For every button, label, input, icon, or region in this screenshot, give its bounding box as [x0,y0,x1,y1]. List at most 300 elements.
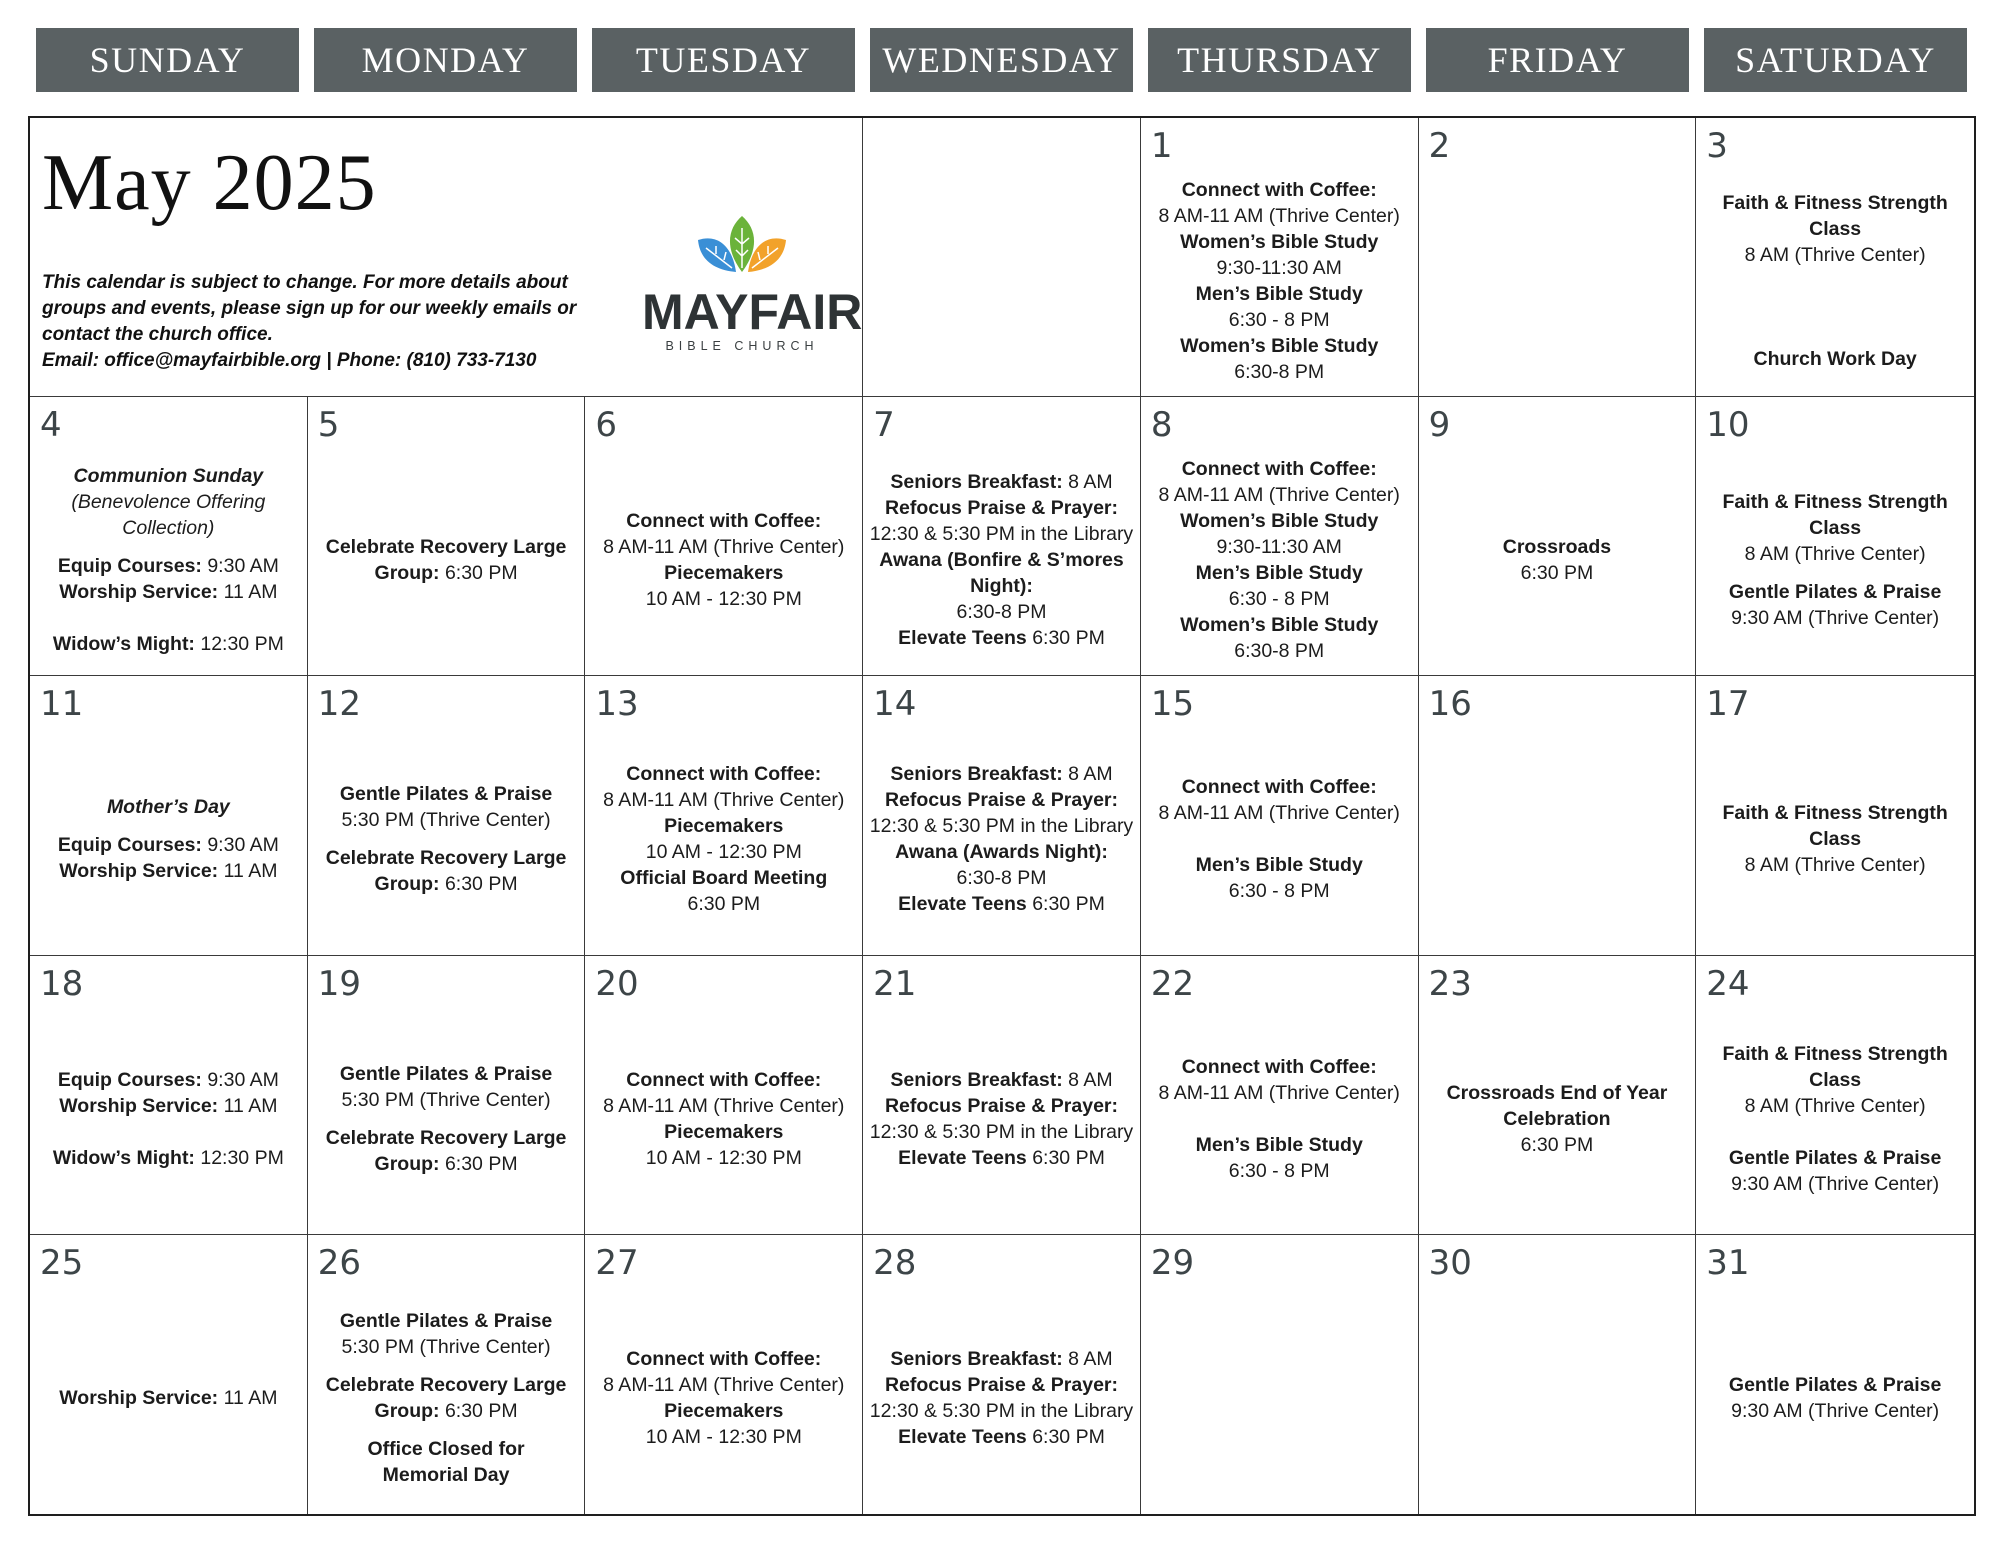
event-detail: 11 AM [218,581,278,604]
event-line [122,515,214,541]
day-cell [1696,118,1974,397]
event-label: Celebrate Recovery Large [325,536,567,559]
day-number: 4 [40,405,62,446]
event-detail: 6:30 PM [439,1400,518,1423]
event-line [664,813,783,839]
event-detail: 11 AM [218,1094,278,1117]
event-label: Women’s Bible Study [1180,335,1379,358]
event-detail: 8 AM (Thrive Center) [1744,854,1926,877]
event-line [1729,1372,1941,1398]
day-cell [308,397,586,676]
event-detail: 8 AM (Thrive Center) [1744,1094,1926,1117]
event-label: Awana (Bonfire & S’mores [879,549,1124,572]
event-list [863,1287,1140,1510]
event-label: Worship Service: [59,1387,219,1410]
event-line [1196,852,1363,878]
day-number: 7 [873,405,895,446]
event-label: Group: [374,1400,440,1423]
event-line [890,1067,1112,1093]
event-line [375,1398,518,1424]
event-line [1696,190,1974,242]
day-number: 20 [595,963,639,1004]
event-label: Connect with Coffee: [1181,776,1377,799]
event-line [870,1119,1133,1145]
event-label: Widow’s Might: [52,633,195,656]
event-detail: 8 AM [1062,763,1113,786]
day-cell [1696,397,1974,676]
calendar-header-block [30,118,863,397]
event-label: Crossroads End of Year [1446,1081,1668,1104]
event-label: Refocus Praise & Prayer: [884,1374,1118,1397]
event-detail: 5:30 PM (Thrive Center) [341,1336,551,1359]
event-label: Mother’s Day [106,796,230,819]
event-line [59,1385,277,1411]
event-list [1696,170,1974,392]
event-line [885,1372,1118,1398]
day-number: 8 [1150,405,1173,446]
event-line [646,1424,802,1450]
event-label: Connect with Coffee: [626,510,822,533]
event-detail: 8 AM-11 AM (Thrive Center) [603,1374,845,1397]
event-line [870,813,1133,839]
event-line [1745,852,1926,878]
event-detail: 5:30 PM (Thrive Center) [341,1088,551,1111]
day-cell [1141,397,1419,676]
event-list [308,1008,585,1230]
event-detail: 6:30 PM [1026,1426,1105,1449]
calendar-notice [42,270,582,374]
event-line [1196,281,1363,307]
event-line [957,865,1047,891]
event-label: Night): [970,575,1033,598]
event-line [341,807,550,833]
event-line [1182,774,1377,800]
event-label: Seniors Breakfast: [890,471,1063,494]
event-line [340,1308,552,1334]
event-line [74,463,264,489]
event-line [885,495,1118,521]
event-label: Worship Service: [59,860,219,883]
leaf-logo-icon [692,214,792,280]
event-label: Elevate Teens [898,1146,1027,1169]
event-list [1696,1287,1974,1510]
event-detail: 11 AM [218,1387,278,1410]
logo-subtitle: BIBLE CHURCH [665,339,819,353]
day-cell [1141,956,1419,1235]
event-detail: 10 AM - 12:30 PM [645,1146,802,1169]
event-line [895,839,1108,865]
day-cell [308,956,586,1235]
event-detail: 8 AM-11 AM (Thrive Center) [603,789,845,812]
event-list [1141,170,1418,392]
day-number: 5 [317,405,340,446]
event-detail: 12:30 & 5:30 PM in the Library [869,1400,1134,1423]
event-detail: 6:30-8 PM [956,867,1047,890]
event-list [585,1287,862,1510]
event-label: Celebrate Recovery Large [325,847,567,870]
event-label: Men’s Bible Study [1195,562,1363,585]
day-cell [585,397,863,676]
day-cell [585,956,863,1235]
event-line [1731,1171,1939,1197]
event-label: Group: [374,1152,440,1175]
event-line [603,1093,844,1119]
day-cell [1696,676,1974,955]
event-line [879,547,1124,573]
event-list [1141,728,1418,950]
event-line [1754,346,1917,372]
event-line [1180,508,1378,534]
event-list [585,1008,862,1230]
event-line [885,787,1118,813]
event-label: Connect with Coffee: [626,1348,822,1371]
event-line [1159,203,1400,229]
event-detail: 10 AM - 12:30 PM [645,1426,802,1449]
event-label: Piecemakers [664,815,784,838]
event-detail: 6:30-8 PM [1234,640,1325,663]
event-label: Piecemakers [664,1120,784,1143]
day-cell [863,956,1141,1235]
event-line [1731,605,1939,631]
month-title: May 2025 [42,139,377,227]
event-line [375,560,518,586]
event-detail: 6:30-8 PM [1234,361,1325,384]
event-detail: 6:30 PM [687,893,761,916]
event-label: Memorial Day [382,1464,510,1487]
event-label: Celebrate Recovery Large [325,1374,567,1397]
day-number: 12 [317,684,361,725]
day-cell [1419,397,1697,676]
event-line [1159,1080,1400,1106]
event-line [107,794,230,820]
event-line [383,1462,510,1488]
event-label: Gentle Pilates & Praise [339,783,553,806]
event-label: Connect with Coffee: [626,1068,822,1091]
event-line [59,579,277,605]
event-line [1180,333,1378,359]
event-detail: 9:30 AM [201,834,279,857]
event-detail: (Benevolence Offering [71,491,266,514]
event-line [58,832,279,858]
event-detail: 6:30 PM [439,1152,518,1175]
event-line [1521,560,1594,586]
event-line [1182,1054,1377,1080]
event-line [1234,359,1324,385]
day-header-friday: FRIDAY [1426,28,1689,92]
day-number: 27 [595,1242,639,1283]
event-label: Group: [374,562,440,585]
event-list [863,1008,1140,1230]
day-cell [1419,118,1697,397]
event-line [326,1372,567,1398]
day-number: 6 [595,405,618,446]
event-line [340,1061,552,1087]
day-cell [863,397,1141,676]
event-line [1229,586,1330,612]
event-detail: 6:30 PM [1520,562,1594,585]
event-label: Church Work Day [1753,348,1917,371]
event-detail: 6:30 PM [439,873,518,896]
event-detail: 12:30 & 5:30 PM in the Library [869,1120,1134,1143]
event-line [1182,456,1377,482]
event-line [603,534,844,560]
event-line [1745,1093,1926,1119]
event-detail: 5:30 PM (Thrive Center) [341,809,551,832]
day-cell [30,676,308,955]
event-label: Gentle Pilates & Praise [1728,1374,1942,1397]
event-detail: 8 AM-11 AM (Thrive Center) [603,1094,845,1117]
day-cell [308,1235,586,1514]
event-line [341,1334,550,1360]
day-number: 2 [1428,126,1451,166]
event-line [71,489,265,515]
day-cell [1141,676,1419,955]
event-line [1159,482,1400,508]
event-detail: 6:30 PM [1026,1146,1105,1169]
event-line [58,1067,279,1093]
event-line [890,1346,1112,1372]
event-line [340,781,552,807]
day-number: 28 [873,1242,917,1283]
event-label: Seniors Breakfast: [890,1068,1063,1091]
event-line [59,858,277,884]
day-number: 21 [873,963,917,1004]
event-line [326,534,567,560]
day-number: 3 [1706,126,1728,166]
event-label: Women’s Bible Study [1180,614,1379,637]
event-detail: 8 AM [1062,471,1113,494]
event-label: Faith & Fitness Strength Class [1722,192,1948,241]
event-detail: 8 AM [1062,1348,1113,1371]
event-detail: 8 AM [1062,1068,1113,1091]
event-label: Connect with Coffee: [1181,1055,1377,1078]
event-line [58,553,279,579]
event-line [1180,229,1378,255]
event-line [1696,1041,1974,1093]
event-line [53,631,284,657]
event-line [375,1151,518,1177]
event-line [970,573,1033,599]
event-line [664,560,783,586]
event-detail: 12:30 & 5:30 PM in the Library [869,815,1134,838]
day-cell [585,1235,863,1514]
day-number: 23 [1428,963,1472,1004]
day-number: 11 [40,684,84,725]
event-list [308,449,585,671]
event-list [1141,449,1418,671]
event-list [1419,1008,1696,1230]
day-cell [585,676,863,955]
event-label: Gentle Pilates & Praise [339,1062,553,1085]
day-number: 1 [1150,126,1173,166]
event-label: Refocus Praise & Prayer: [884,1094,1118,1117]
event-label: Refocus Praise & Prayer: [884,789,1118,812]
event-line [687,891,760,917]
event-label: Celebration [1503,1107,1611,1130]
event-line [1745,242,1926,268]
event-detail: 9:30 AM [201,1068,279,1091]
event-line [664,1119,783,1145]
event-line [1182,177,1377,203]
event-detail: 6:30 PM [439,562,518,585]
event-label: Connect with Coffee: [626,763,822,786]
day-number: 25 [40,1242,84,1283]
event-detail: 11 AM [218,860,278,883]
event-list [1419,449,1696,671]
event-line [1229,878,1330,904]
event-detail: 9:30 AM [201,555,279,578]
event-detail: 9:30 AM (Thrive Center) [1731,1172,1940,1195]
day-cell [1419,956,1697,1235]
day-number: 10 [1706,405,1750,446]
event-line [898,625,1105,651]
event-label: Gentle Pilates & Praise [1728,1146,1942,1169]
event-detail: 6:30 - 8 PM [1228,1159,1330,1182]
event-line [646,1145,802,1171]
event-line [1503,1106,1610,1132]
event-line [1729,579,1941,605]
notice-text: This calendar is subject to change. For more details about groups and events, please sign up for our weekly emails or contact the church office. [42,272,577,345]
contact-info: Email: office@mayfairbible.org | Phone: (810) 733-7130 [42,350,537,371]
event-detail: 8 AM (Thrive Center) [1744,543,1926,566]
event-line [626,1346,821,1372]
event-line [890,469,1112,495]
event-label: Equip Courses: [57,555,202,578]
event-detail: 12:30 PM [194,1146,284,1169]
day-number: 19 [317,963,361,1004]
event-line [898,891,1105,917]
event-detail: 8 AM-11 AM (Thrive Center) [603,536,845,559]
event-list [863,728,1140,950]
event-label: Office Closed for [367,1438,525,1461]
event-detail: 6:30 PM [1520,1133,1594,1156]
event-line [53,1145,284,1171]
event-line [620,865,827,891]
event-line [603,1372,844,1398]
day-cell [863,1235,1141,1514]
event-label: Men’s Bible Study [1195,283,1363,306]
event-line [1731,1398,1939,1424]
event-line [885,1093,1118,1119]
day-number: 16 [1428,684,1472,725]
event-detail: 10 AM - 12:30 PM [645,841,802,864]
event-label: Worship Service: [59,581,219,604]
event-line [870,1398,1133,1424]
event-list [308,728,585,950]
event-detail: Collection) [122,517,215,540]
event-label: Elevate Teens [898,1426,1027,1449]
day-cell [1696,1235,1974,1514]
event-detail: 12:30 & 5:30 PM in the Library [869,523,1134,546]
day-cell [1141,118,1419,397]
event-list [1696,449,1974,671]
event-label: Piecemakers [664,1400,784,1423]
event-list [30,449,307,671]
day-cell [1419,676,1697,955]
day-cell [1141,1235,1419,1514]
event-detail: 9:30 AM (Thrive Center) [1731,1400,1940,1423]
event-line [898,1424,1105,1450]
logo-wordmark: MAYFAIR [642,284,863,340]
day-number: 13 [595,684,639,725]
event-line [664,1398,783,1424]
day-cell [30,397,308,676]
event-label: Seniors Breakfast: [890,1348,1063,1371]
day-number: 22 [1150,963,1195,1004]
event-line [1696,489,1974,541]
event-label: Piecemakers [664,562,784,585]
day-cell [863,118,1141,397]
event-detail: 9:30-11:30 AM [1216,257,1342,280]
event-label: Men’s Bible Study [1195,854,1363,877]
event-detail: 8 AM-11 AM (Thrive Center) [1158,1081,1400,1104]
event-list [30,1008,307,1230]
event-line [890,761,1112,787]
event-label: Seniors Breakfast: [890,763,1063,786]
event-detail: 9:30-11:30 AM [1216,536,1342,559]
event-line [646,839,802,865]
event-label: Worship Service: [59,1094,219,1117]
day-header-monday: MONDAY [314,28,577,92]
event-label: Equip Courses: [57,1068,202,1091]
day-header-tuesday: TUESDAY [592,28,855,92]
event-detail: 6:30 - 8 PM [1228,309,1330,332]
event-label: Women’s Bible Study [1180,231,1379,254]
event-label: Connect with Coffee: [1181,179,1377,202]
calendar-grid [28,116,1976,1516]
event-label: Group: [374,873,440,896]
event-list [30,1287,307,1510]
event-label: Refocus Praise & Prayer: [884,497,1118,520]
day-header-saturday: SATURDAY [1704,28,1967,92]
event-line [1180,612,1378,638]
event-line [646,586,802,612]
event-line [368,1436,525,1462]
event-line [326,1125,567,1151]
event-detail: 6:30 - 8 PM [1228,588,1330,611]
event-label: Connect with Coffee: [1181,458,1377,481]
event-label: Crossroads [1502,536,1612,559]
day-cell [863,676,1141,955]
day-number: 9 [1428,405,1451,446]
day-header-thursday: THURSDAY [1148,28,1411,92]
event-line [603,787,844,813]
event-list [585,728,862,950]
event-label: Gentle Pilates & Praise [1728,581,1942,604]
event-line [1217,255,1342,281]
event-detail: 10 AM - 12:30 PM [645,588,802,611]
event-label: Widow’s Might: [52,1146,195,1169]
day-cell [308,676,586,955]
event-label: Faith & Fitness Strength Class [1722,491,1948,540]
event-label: Faith & Fitness Strength Class [1722,1042,1948,1091]
event-detail: 6:30 PM [1026,893,1105,916]
event-detail: 8 AM-11 AM (Thrive Center) [1158,205,1400,228]
event-detail: 6:30 PM [1026,627,1105,650]
event-detail: 8 AM (Thrive Center) [1744,244,1926,267]
event-label: Women’s Bible Study [1180,510,1379,533]
event-line [898,1145,1105,1171]
event-detail: 8 AM-11 AM (Thrive Center) [1158,484,1400,507]
event-line [326,845,567,871]
event-line [1696,800,1974,852]
event-line [626,761,821,787]
day-cell [1696,956,1974,1235]
event-line [626,1067,821,1093]
event-list [1141,1008,1418,1230]
event-line [375,871,518,897]
day-number: 15 [1150,684,1195,725]
